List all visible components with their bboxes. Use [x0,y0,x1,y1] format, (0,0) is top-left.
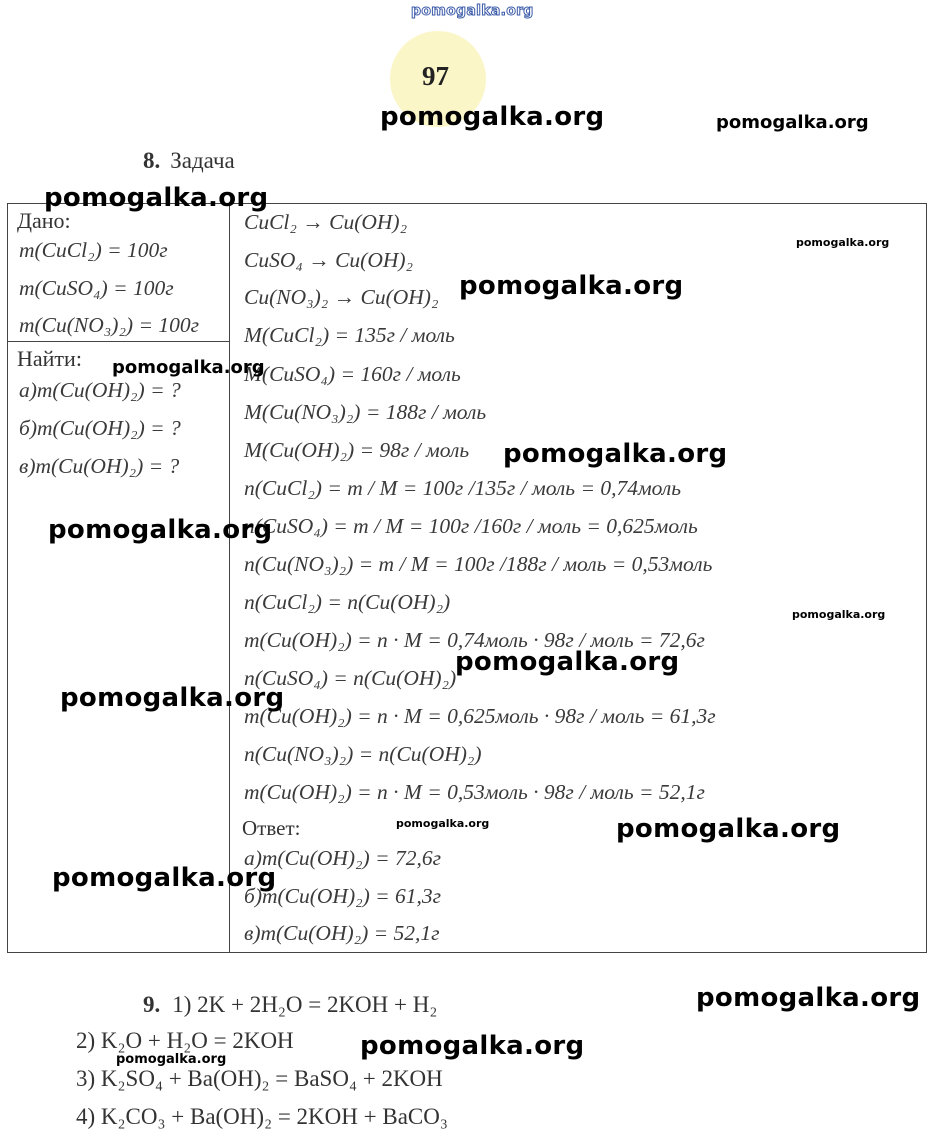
task-9-heading [143,992,437,1018]
watermark: pomogalka.org [112,357,265,378]
watermark: pomogalka.org [396,817,490,830]
equation: 4) K₂CO₃ + Ba(OH)₂ = 2KOH + BaCO₃ [76,1104,448,1129]
equation: 1) 2K + 2H₂O = 2KOH + H₂ [172,992,438,1017]
answer-item: а)m(Cu(OH)₂) = 72,6г [244,846,441,870]
solution-line: M(CuSO₄) = 160г / моль [244,362,461,386]
table-row-divider [7,341,230,342]
given-item: m(CuCl₂) = 100г [19,238,168,262]
table-column-divider [229,203,230,953]
watermark: pomogalka.org [116,1052,227,1067]
solution-line: M(CuCl₂) = 135г / моль [244,323,455,347]
solution-line: m(Cu(OH)₂) = n · M = 0,53моль · 98г / моль = 52,1г [244,780,705,804]
watermark: pomogalka.org [796,236,890,249]
watermark: pomogalka.org [459,271,684,301]
solution-line: m(Cu(OH)₂) = n · M = 0,625моль · 98г / моль = 61,3г [244,704,716,728]
task-8-heading [143,148,235,174]
find-item: а)m(Cu(OH)₂) = ? [19,378,181,402]
answer-label: Ответ: [242,816,301,840]
solution-line: M(Cu(NO₃)₂) = 188г / моль [244,400,487,424]
watermark: pomogalka.org [503,439,728,469]
solution-line: n(CuSO₄) = n(Cu(OH)₂) [244,666,457,690]
watermark: pomogalka.org [60,683,285,713]
answer-item: в)m(Cu(OH)₂) = 52,1г [244,921,440,945]
watermark: pomogalka.org [380,102,605,132]
watermark: pomogalka.org [792,608,886,621]
given-item: m(CuSO₄) = 100г [19,276,174,300]
watermark: pomogalka.org [716,112,869,133]
find-label: Найти: [17,346,82,371]
solution-line: M(Cu(OH)₂) = 98г / моль [244,438,470,462]
equation: 2) K₂O + H₂O = 2KOH [76,1028,294,1053]
find-item: б)m(Cu(OH)₂) = ? [19,416,181,440]
solution-line: n(Cu(NO₃)₂) = n(Cu(OH)₂) [244,742,482,766]
answer-item: б)m(Cu(OH)₂) = 61,3г [244,884,442,908]
solution-line: n(Cu(NO₃)₂) = m / M = 100г /188г / моль = 0,53моль [244,552,713,576]
watermark: pomogalka.org [616,814,841,844]
equation: 3) K₂SO₄ + Ba(OH)₂ = BaSO₄ + 2KOH [76,1066,443,1091]
solution-line: CuSO₄ → Cu(OH)₂ [244,248,414,272]
watermark: pomogalka.org [696,983,921,1013]
watermark-top: pomogalka.org [411,3,534,19]
solution-line: CuCl₂ → Cu(OH)₂ [244,210,408,234]
given-item: m(Cu(NO₃)₂) = 100г [19,313,199,337]
given-label: Дано: [17,208,71,233]
solution-line: n(CuCl₂) = m / M = 100г /135г / моль = 0,74моль [244,476,682,500]
watermark: pomogalka.org [48,515,273,545]
watermark: pomogalka.org [52,863,277,893]
solution-line: n(CuSO₄) = m / M = 100г /160г / моль = 0,625моль [244,514,698,538]
solution-line: m(Cu(OH)₂) = n · M = 0,74моль · 98г / моль = 72,6г [244,628,705,652]
solution-line: n(CuCl₂) = n(Cu(OH)₂) [244,590,451,614]
task-8-label: Задача [170,148,235,173]
watermark: pomogalka.org [44,183,269,213]
task-9-number: 9. [143,992,161,1017]
task-8-number: 8. [143,148,161,173]
watermark: pomogalka.org [455,647,680,677]
solution-line: Cu(NO₃)₂ → Cu(OH)₂ [244,285,439,309]
find-item: в)m(Cu(OH)₂) = ? [19,454,180,478]
page-number: 97 [422,61,449,91]
watermark: pomogalka.org [360,1031,585,1061]
